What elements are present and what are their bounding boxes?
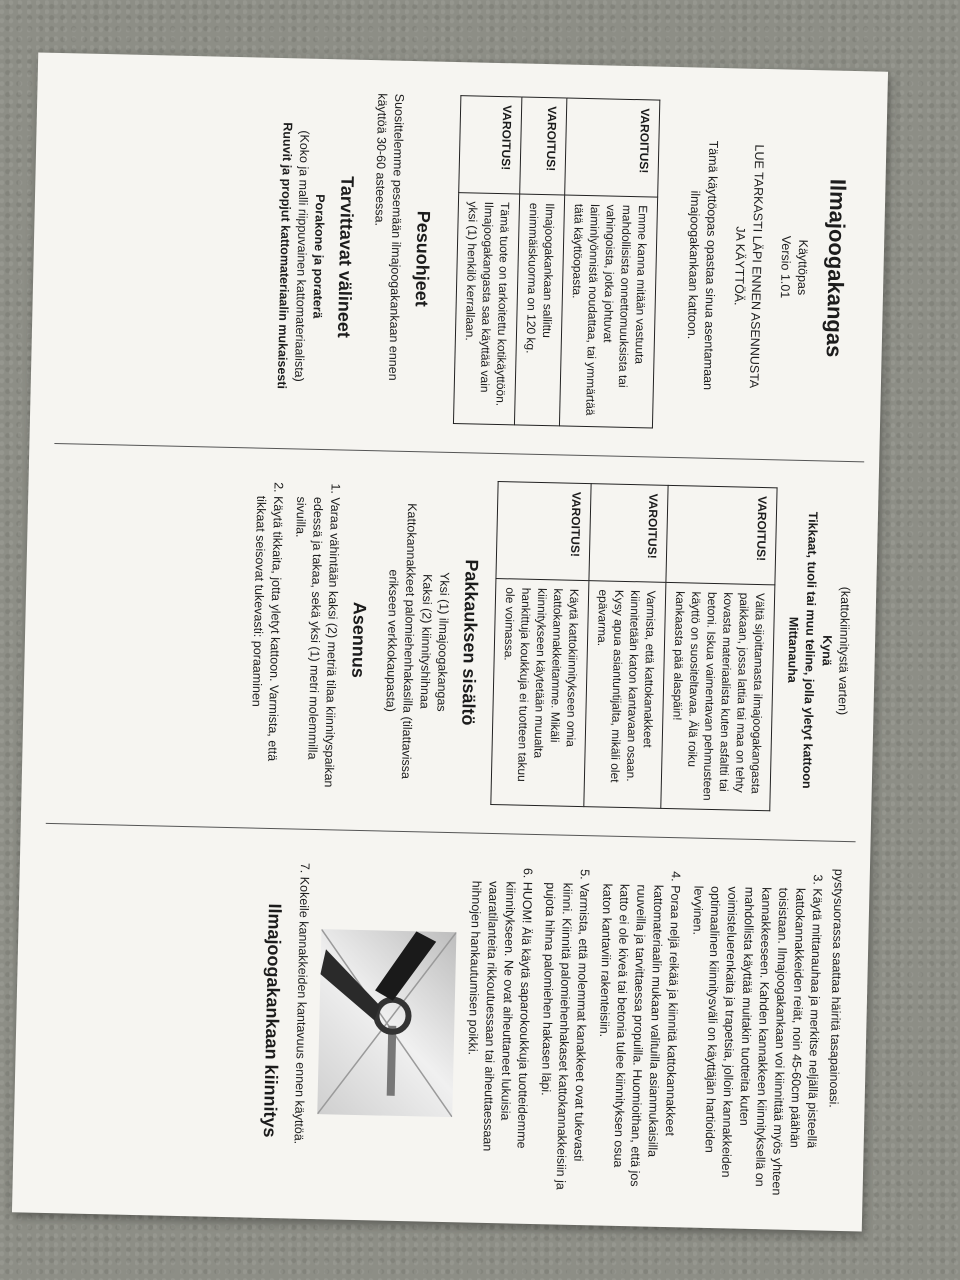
continued-text: pystysuorassa saattaa häiritä tasapainoasi. <box>826 868 846 1109</box>
warning-row <box>514 97 566 426</box>
final-steps <box>289 857 313 1186</box>
warning-table-1 <box>453 95 660 428</box>
wash-title: Pesuohjeet <box>411 210 434 308</box>
warning-text: Tämä tuote on tarkoitettu kotikäyttöön. Ilmajoogakangasta saa käyttää vain yksi (1) henkilö kerrallaan. <box>453 193 519 425</box>
instruction-leaflet <box>12 53 888 1232</box>
contents-title: Pakkauksen sisältö <box>458 559 482 726</box>
panel-mounting <box>27 823 866 1227</box>
warning-table-2 <box>490 481 777 811</box>
tools-line-3: Ruuvit ja propjut kattomateriaalin mukaisesti <box>274 122 295 390</box>
contents-line-2: Kaksi (2) kiinnityshihnaa <box>417 573 435 709</box>
wash-text: Suosittelemme pesemään ilmajoogakankaan ennen käyttöä 30-60 asteessa. <box>372 93 407 381</box>
warning-text: Käytä kattokiinnitykseen omia kattokannakkeitamme. Mikäli kiinnitykseen käytetään muualta hankittuja koukkuja ei tuotteen takuu ole voimassa. <box>491 579 589 807</box>
tools-title: Tarvittavat välineet <box>333 175 358 339</box>
warning-row <box>661 485 777 810</box>
warning-row <box>491 482 591 807</box>
warning-row <box>559 98 659 428</box>
warning-label: VAROITUS! <box>565 98 660 197</box>
ceiling-hook-icon <box>317 929 456 1117</box>
tools-line-1: Porakone ja poraterä <box>310 194 328 319</box>
warning-row <box>584 484 668 809</box>
install-step: 7. Kokeile kannakkeiden kantavuus ennen käyttöä. <box>289 877 313 1186</box>
tools-cont-1: (kattokiinnitystä varten) <box>835 586 853 716</box>
contents-line-3: Kattokannakkeet palomiehenhakasilla (tilattavissa erikseen verkkokaupasta) <box>383 503 420 780</box>
install-step: 6. HUOM! Älä käytä saparokoukkuja tuotteidemme kiinnitykseen. Ne ovat aiheuttaneet lukuisia vaaratilanteita rikkoutuessaan tai aiheuttaessaan hihnojen hankautumisen poikki. <box>461 880 536 1190</box>
warning-label: VAROITUS! <box>520 97 567 195</box>
install-step: 2. Käytä tikkaita, jotta yletyt kattoon. Varmista, että tikkaat seisovat tukevasti: poraaminen <box>245 495 286 800</box>
tools-cont-2: Kynä <box>819 635 835 666</box>
notice-line-2: JA KÄYTTÖÄ. <box>731 226 748 306</box>
mounting-steps <box>461 860 826 1197</box>
warning-text: Varmista, että kattokanakkeet kiinnitetään katon kantavaan osaan. Kysy apua asiantuntijalta, mikäli olet epävarma. <box>584 581 666 809</box>
contents-line-1: Yksi (1) ilmajoogakangas <box>434 571 452 712</box>
warning-text: Ilmajoogakankaan sallittu enimmäiskuorma on 120 kg. <box>514 194 564 426</box>
warning-label: VAROITUS! <box>589 484 668 583</box>
install-title: Asennus <box>348 601 370 679</box>
intro-line-1: Tämä käyttöopas opastaa sinua asentamaan <box>700 140 721 391</box>
install-step: 5. Varmista, että molemmat kanakkeet ovat tukevasti kiinni. Kiinnitä palomiehenhakaset kattokannakkeisiin ja pujota hihna palomiehen hakasen läpi. <box>535 882 593 1192</box>
hook-photo <box>317 929 456 1117</box>
panel-inside <box>36 443 874 842</box>
intro-line-2: ilmajoogakankaan kattoon. <box>684 190 703 340</box>
warning-text: Vältä sijoittamasta ilmajoogakangasta paikkaan, jossa lattia tai maa on tehty kovasta materiaalista kuten asfaltti tai betoni. Iskua vaimentavan pehmusteen käyttö on suositeltavaa. Älä roiku kankaasta pää alaspäin! <box>661 582 775 810</box>
warning-label: VAROITUS! <box>666 485 777 584</box>
warning-row <box>453 96 521 425</box>
install-step: 4. Poraa neljä reikää ja kiinnitä kattokannakkeet kattomateriaalin mukaan valituilla asianmukaisilla ruuveilla ja tarvittaessa propuilla. Huomioithan, että jos katto ei ole kiveä tai betonia tulee kiinnityksen osua katon kantaviin rakenteisiin. <box>592 883 684 1194</box>
tools-cont-3: Tikkaat, tuoli tai muu teline, jolla yletyt kattoon <box>799 511 821 789</box>
install-step: 1. Varaa vähintään kaksi (2) metriä tilaa kiinnityspaikan edessä ja takaa, sekä yksi (1) metri molemmilla sivuilla. <box>285 496 343 801</box>
warning-label: VAROITUS! <box>459 96 522 194</box>
panel-cover <box>44 58 883 462</box>
leaflet-content <box>27 58 883 1227</box>
notice-line-1: LUE TARKASTI LÄPI ENNEN ASENNUSTA <box>746 144 767 389</box>
mounting-title: Ilmajoogakankaan kiinnitys <box>259 903 286 1138</box>
doc-version: Versio 1.01 <box>777 235 794 299</box>
install-steps <box>245 475 343 801</box>
install-step: 3. Käytä mittanauhaa ja merkitse neljällä pisteellä kattokannakkeiden reiät, noin 45-60cm päähän toisistaan. Ilmajoogakankaan voi kiinnittää myös yhteen kannakkeeseen. Kahden kannakkeen kiinnityksellä on mahdollista käyttää muitakin tuotteita kuten voimisteluerenkaita ja trapetsia, jolloin kannakkeiden optimaalinen kiinnitysväli on käyttäjän hartioiden levyinen. <box>683 885 826 1197</box>
tools-cont-4: Mittanauha <box>785 616 801 683</box>
leaflet-title: Ilmajoogakangas <box>821 178 851 358</box>
warning-text: Emme kanna mitään vastuuta mahdollisista onnettomuuksista tai vahingoista, jotka johtuvat laiminlyönnistä noudattaa, tai ymmärtää tätä käyttöopasta. <box>559 195 657 428</box>
warning-label: VAROITUS! <box>496 482 591 581</box>
doc-type: Käyttöpas <box>794 239 811 296</box>
tools-line-2: (Koko ja malli riippuvainen kattomateriaalista) <box>291 130 312 382</box>
